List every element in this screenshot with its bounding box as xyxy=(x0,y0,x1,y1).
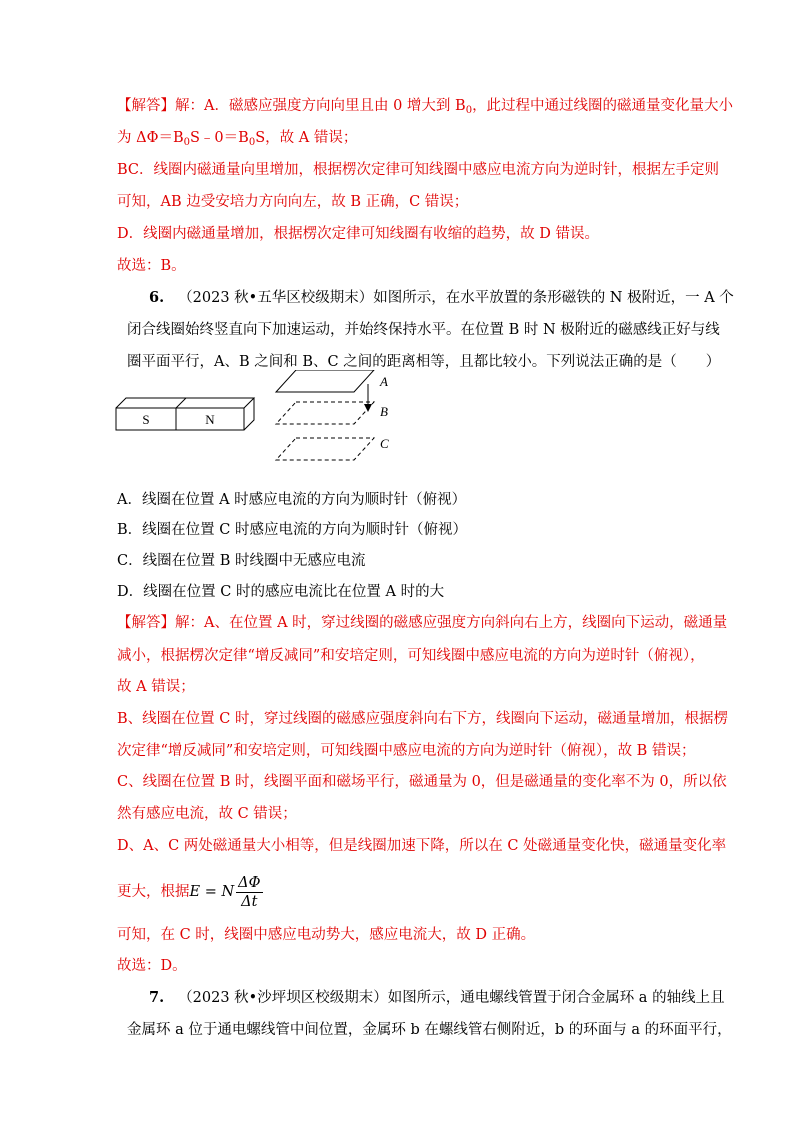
p1-line1: 【解答】解：A．磁感应强度方向向里且由 0 增大到 $B_0$，此过程中通过线圈的磁通量变化量大小 xyxy=(117,98,734,116)
label-a: A xyxy=(380,374,388,389)
q6-line3: 圈平面平行，A、B 之间和 B、C 之间的距离相等，且都比较小。下列说法正确的是（ ） xyxy=(127,354,721,370)
q6-option-c: C．线圈在位置 B 时线圈中无感应电流 xyxy=(117,553,366,569)
q7-number: 7. xyxy=(149,989,165,1006)
bar-magnet xyxy=(116,398,254,430)
p2-line5: 次定律“增反减同”和安培定则，可知线圈中感应电流的方向为逆时针（俯视），故 B 错误； xyxy=(117,743,696,759)
p2-answer: 故选：D。 xyxy=(117,958,187,974)
p1-line3: BC．线圈内磁通量向里增加，根据楞次定律可知线圈中感应电流方向为逆时针，根据左手定则 xyxy=(117,162,720,178)
label-b: B xyxy=(380,404,388,419)
coil-position-a xyxy=(276,370,374,392)
coil-position-b xyxy=(276,402,374,424)
pole-n-label: N xyxy=(205,412,215,427)
pole-s-label: S xyxy=(142,412,150,427)
p2-line6: C、线圈在位置 B 时，线圈平面和磁场平行，磁通量为 0，但是磁通量的变化率不为 0，所以依 xyxy=(117,774,727,790)
p2-line2: 减小，根据楞次定律“增反减同”和安培定则，可知线圈中感应电流的方向为逆时针（俯视）， xyxy=(117,648,705,664)
q6-line1: 6. （2023 秋•五华区校级期末）如图所示，在水平放置的条形磁铁的 N 极附近，一 A 个 xyxy=(149,289,734,306)
p2-line9: 更大，根据E = N $\frac{\Delta\Phi}{\Delta t}$ xyxy=(117,874,261,910)
label-c: C xyxy=(380,436,389,451)
q6-option-d: D．线圈在位置 C 时的感应电流比在位置 A 时的大 xyxy=(117,584,445,600)
q6-number: 6. xyxy=(149,289,165,306)
p1-line5: D．线圈内磁通量增加，根据楞次定律可知线圈有收缩的趋势，故 D 错误。 xyxy=(117,226,599,242)
down-arrow-icon xyxy=(364,384,372,412)
q6-line2: 闭合线圈始终竖直向下加速运动，并始终保持水平。在位置 B 时 N 极附近的磁感线正好与线 xyxy=(127,322,720,338)
q7-line1: 7. （2023 秋•沙坪坝区校级期末）如图所示，通电螺线管置于闭合金属环 a 的轴线上且 xyxy=(149,989,725,1006)
q7-line2: 金属环 a 位于通电螺线管中间位置，金属环 b 在螺线管右侧附近，b 的环面与 a 的环面平行， xyxy=(127,1022,732,1038)
coil-position-c xyxy=(276,438,374,460)
q6-figure xyxy=(100,370,420,470)
q6-option-b: B．线圈在位置 C 时感应电流的方向为顺时针（俯视） xyxy=(117,522,467,538)
equation-lhs: E = N xyxy=(189,884,235,900)
p2-line10: 可知，在 C 时，线圈中感应电动势大，感应电流大，故 D 正确。 xyxy=(117,927,536,943)
p2-line4: B、线圈在位置 C 时，穿过线圈的磁感应强度斜向右下方，线圈向下运动，磁通量增加，根据楞 xyxy=(117,711,728,727)
p2-line1: 【解答】解：A、在位置 A 时，穿过线圈的磁感应强度方向斜向右上方，线圈向下运动，磁通量 xyxy=(117,615,728,631)
p1-line2: 为 $\Delta\Phi=B_0S﹣0=B_0S$，故 A 错误； xyxy=(117,130,358,148)
p2-line3: 故 A 错误； xyxy=(117,679,195,695)
equation-fraction: $\frac{\Delta\Phi}{\Delta t}$ xyxy=(238,874,261,910)
p1-answer: 故选：B。 xyxy=(117,258,186,274)
q6-option-a: A．线圈在位置 A 时感应电流的方向为顺时针（俯视） xyxy=(117,492,467,508)
p2-line7: 然有感应电流，故 C 错误； xyxy=(117,806,297,822)
p1-line4: 可知，AB 边受安培力方向向左，故 B 正确，C 错误； xyxy=(117,194,469,210)
p2-line8: D、A、C 两处磁通量大小相等，但是线圈加速下降，所以在 C 处磁通量变化快，磁通量变化率 xyxy=(117,838,727,854)
